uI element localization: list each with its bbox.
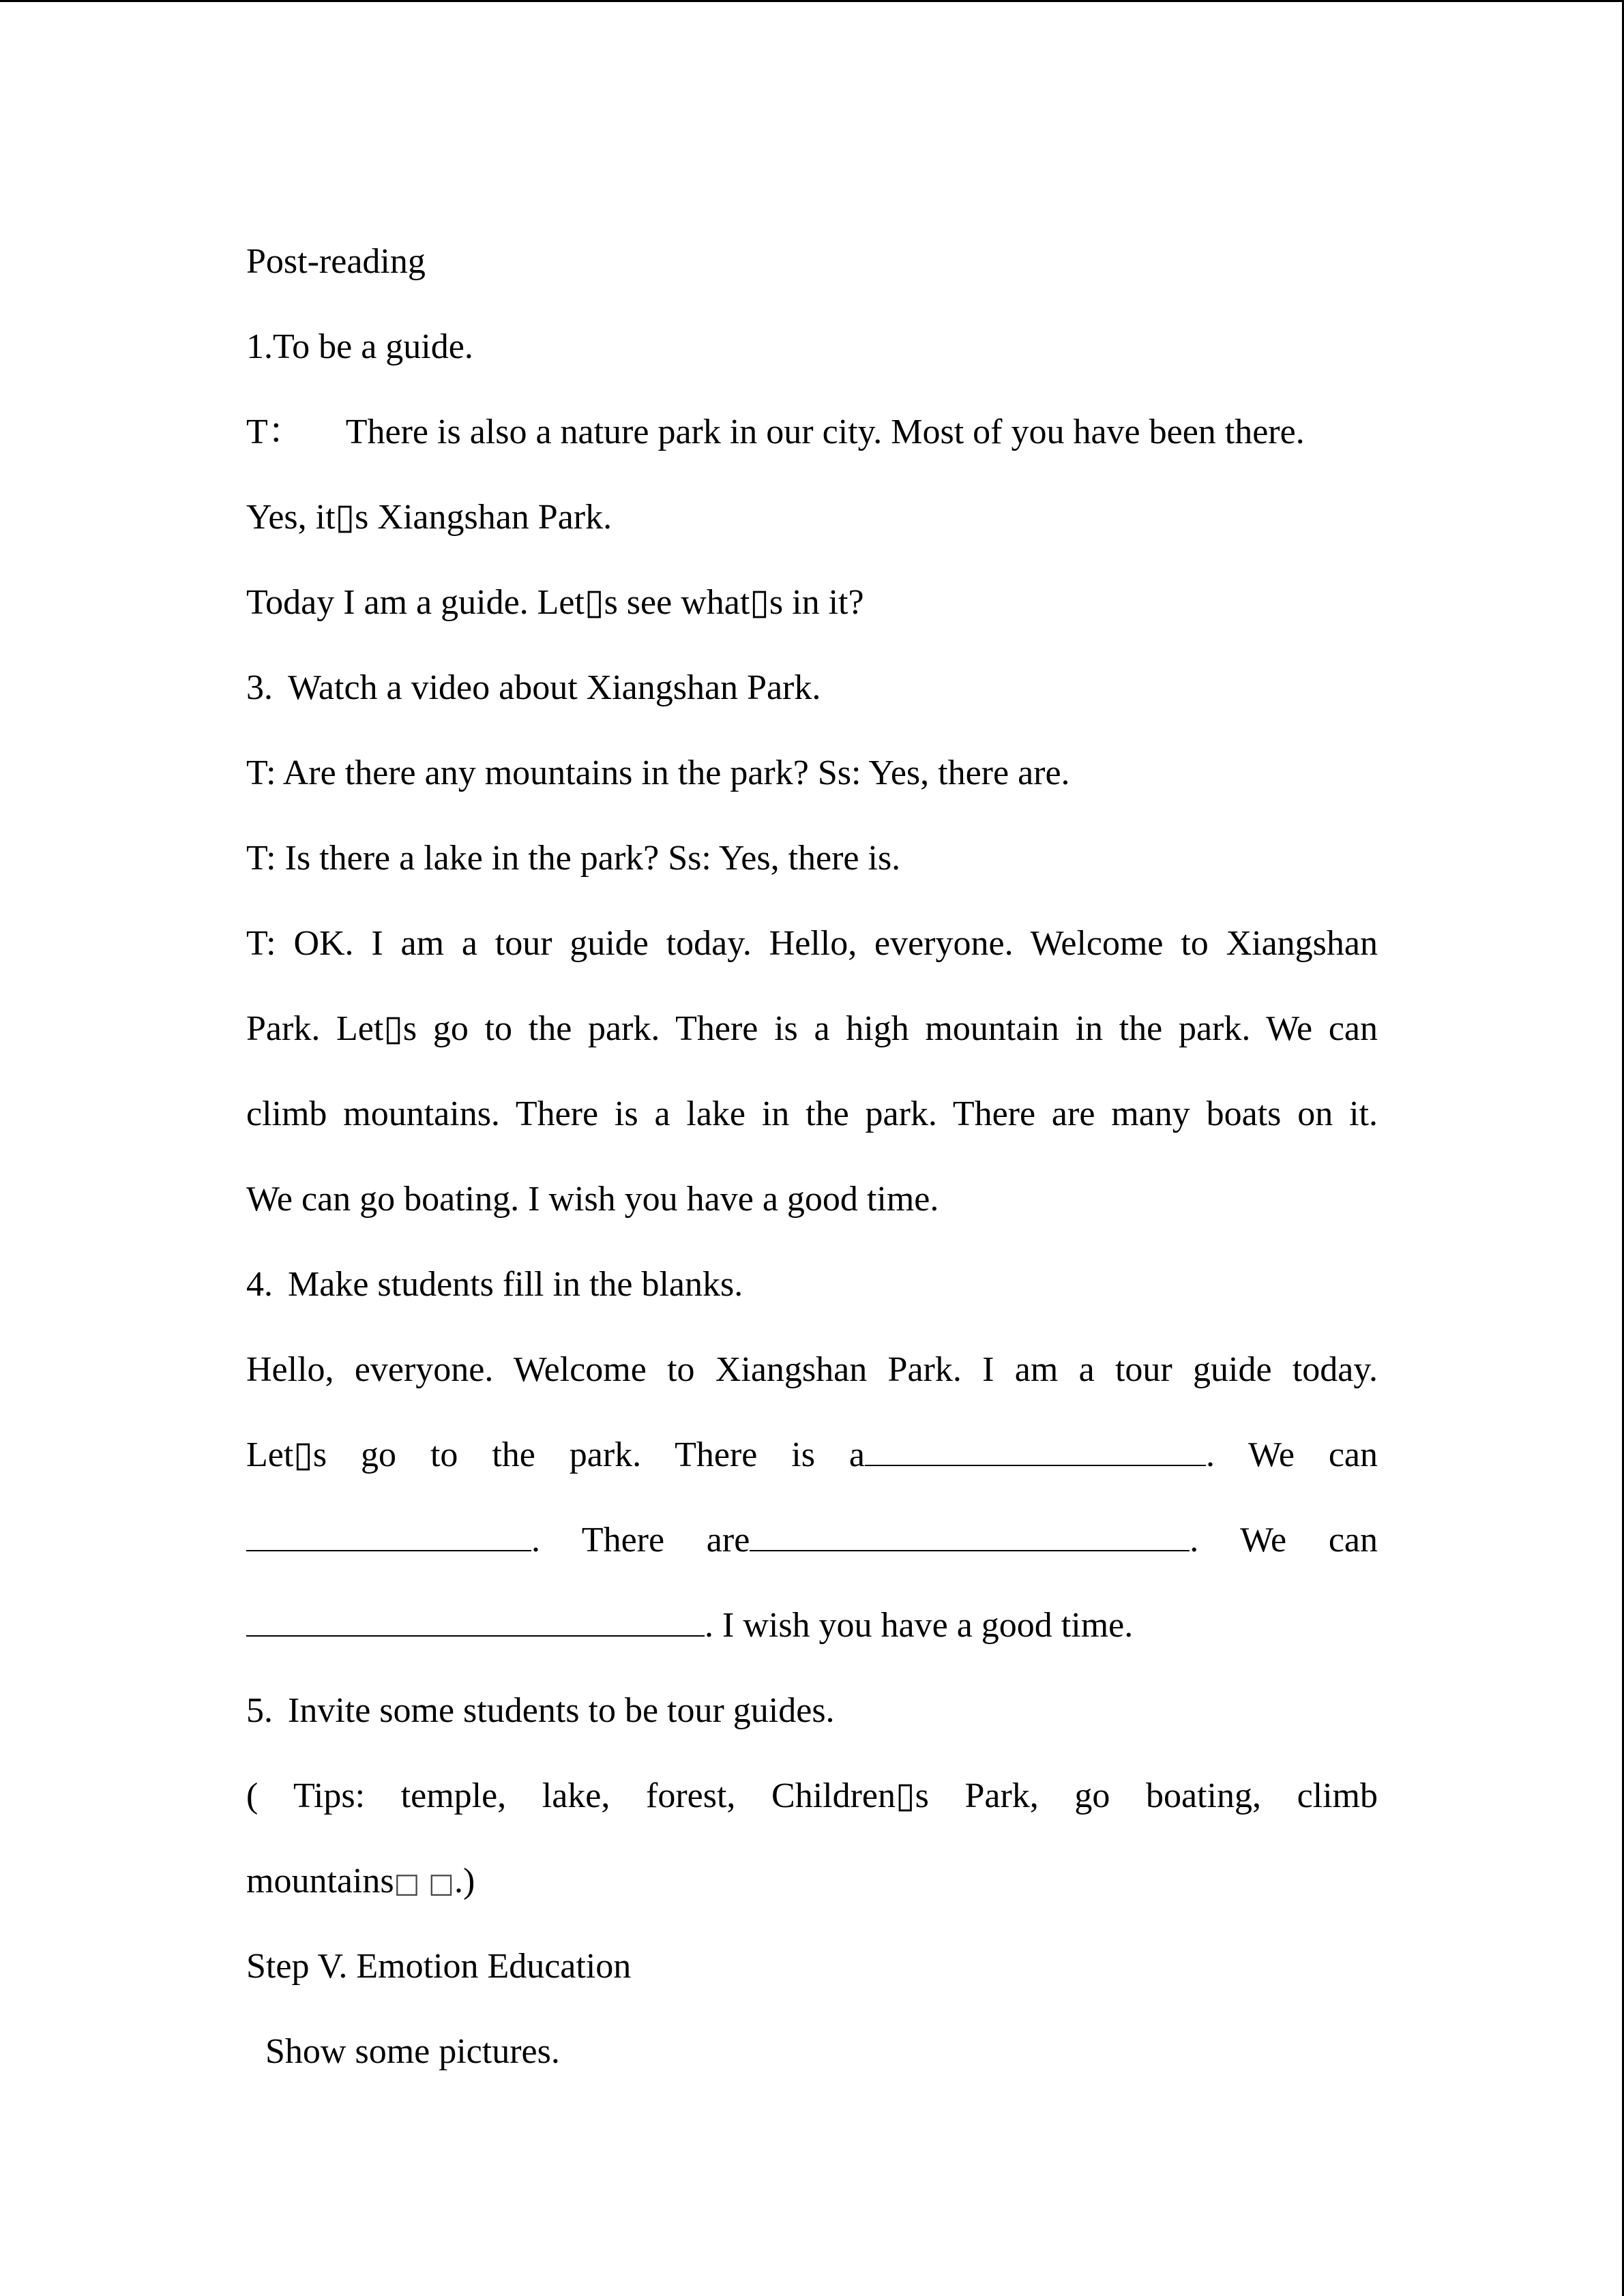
tips-line-2-end: .): [454, 1862, 475, 1900]
teacher-intro: [246, 389, 1378, 475]
step-heading: Step V. Emotion Education: [246, 1947, 632, 1986]
fill-line-3-end: . We can: [1190, 1521, 1378, 1560]
fill-line-3: [246, 1497, 1378, 1583]
question-lake: T: Is there a lake in the park? Ss: Yes, there is.: [246, 839, 901, 878]
park-name-line: Yes, it▯s Xiangshan Park.: [246, 498, 612, 537]
tips-line-2-text: mountains: [246, 1862, 394, 1900]
item-4: [246, 1242, 1378, 1327]
tips-line-2: [246, 1838, 1378, 1924]
tour-text-line-1: T: OK. I am a tour guide today. Hello, everyone. Welcome to Xiangshan: [246, 924, 1378, 963]
item-3: [246, 645, 1378, 730]
item-4-number: 4.: [246, 1265, 273, 1304]
item-5-text: Invite some students to be tour guides.: [288, 1691, 835, 1730]
section-heading: Post-reading: [246, 242, 426, 281]
tips-line-1: ( Tips: temple, lake, forest, Children▯s Park, go boating, climb: [246, 1776, 1378, 1815]
guide-line: Today I am a guide. Let▯s see what▯s in it?: [246, 583, 864, 622]
teacher-label: T：: [246, 413, 304, 451]
fill-line-4-end: . I wish you have a good time.: [705, 1606, 1134, 1645]
item-3-text: Watch a video about Xiangshan Park.: [288, 668, 821, 707]
fill-line-1: Hello, everyone. Welcome to Xiangshan Park. I am a tour guide today.: [246, 1350, 1378, 1389]
blank-3: [750, 1523, 1190, 1551]
document-body: [246, 219, 1378, 2094]
item-4-text: Make students fill in the blanks.: [288, 1265, 743, 1304]
blank-2: [246, 1523, 531, 1551]
item-1: 1.To be a guide.: [246, 327, 473, 366]
fill-line-2: [246, 1412, 1378, 1497]
teacher-intro-text: There is also a nature park in our city. Most of you have been there.: [345, 413, 1305, 451]
fill-line-4: [246, 1583, 1378, 1668]
placeholder-box-glyphs: □ □: [394, 1868, 454, 1899]
blank-4: [246, 1608, 705, 1637]
tour-text-line-3: climb mountains. There is a lake in the park. There are many boats on it.: [246, 1094, 1378, 1133]
item-5-number: 5.: [246, 1691, 273, 1730]
fill-line-3-mid: . There are: [531, 1521, 750, 1560]
item-3-number: 3.: [246, 668, 273, 707]
fill-line-2-end: . We can: [1205, 1435, 1378, 1474]
blank-1: [865, 1437, 1206, 1466]
question-mountains: T: Are there any mountains in the park? Ss: Yes, there are.: [246, 754, 1070, 792]
tour-text-line-4: We can go boating. I wish you have a good time.: [246, 1180, 939, 1219]
fill-line-2-start: Let▯s go to the park. There is a: [246, 1435, 865, 1474]
show-pictures-line: Show some pictures.: [265, 2032, 560, 2071]
tour-text-line-2: Park. Let▯s go to the park. There is a high mountain in the park. We can: [246, 1009, 1378, 1048]
item-5: [246, 1668, 1378, 1753]
